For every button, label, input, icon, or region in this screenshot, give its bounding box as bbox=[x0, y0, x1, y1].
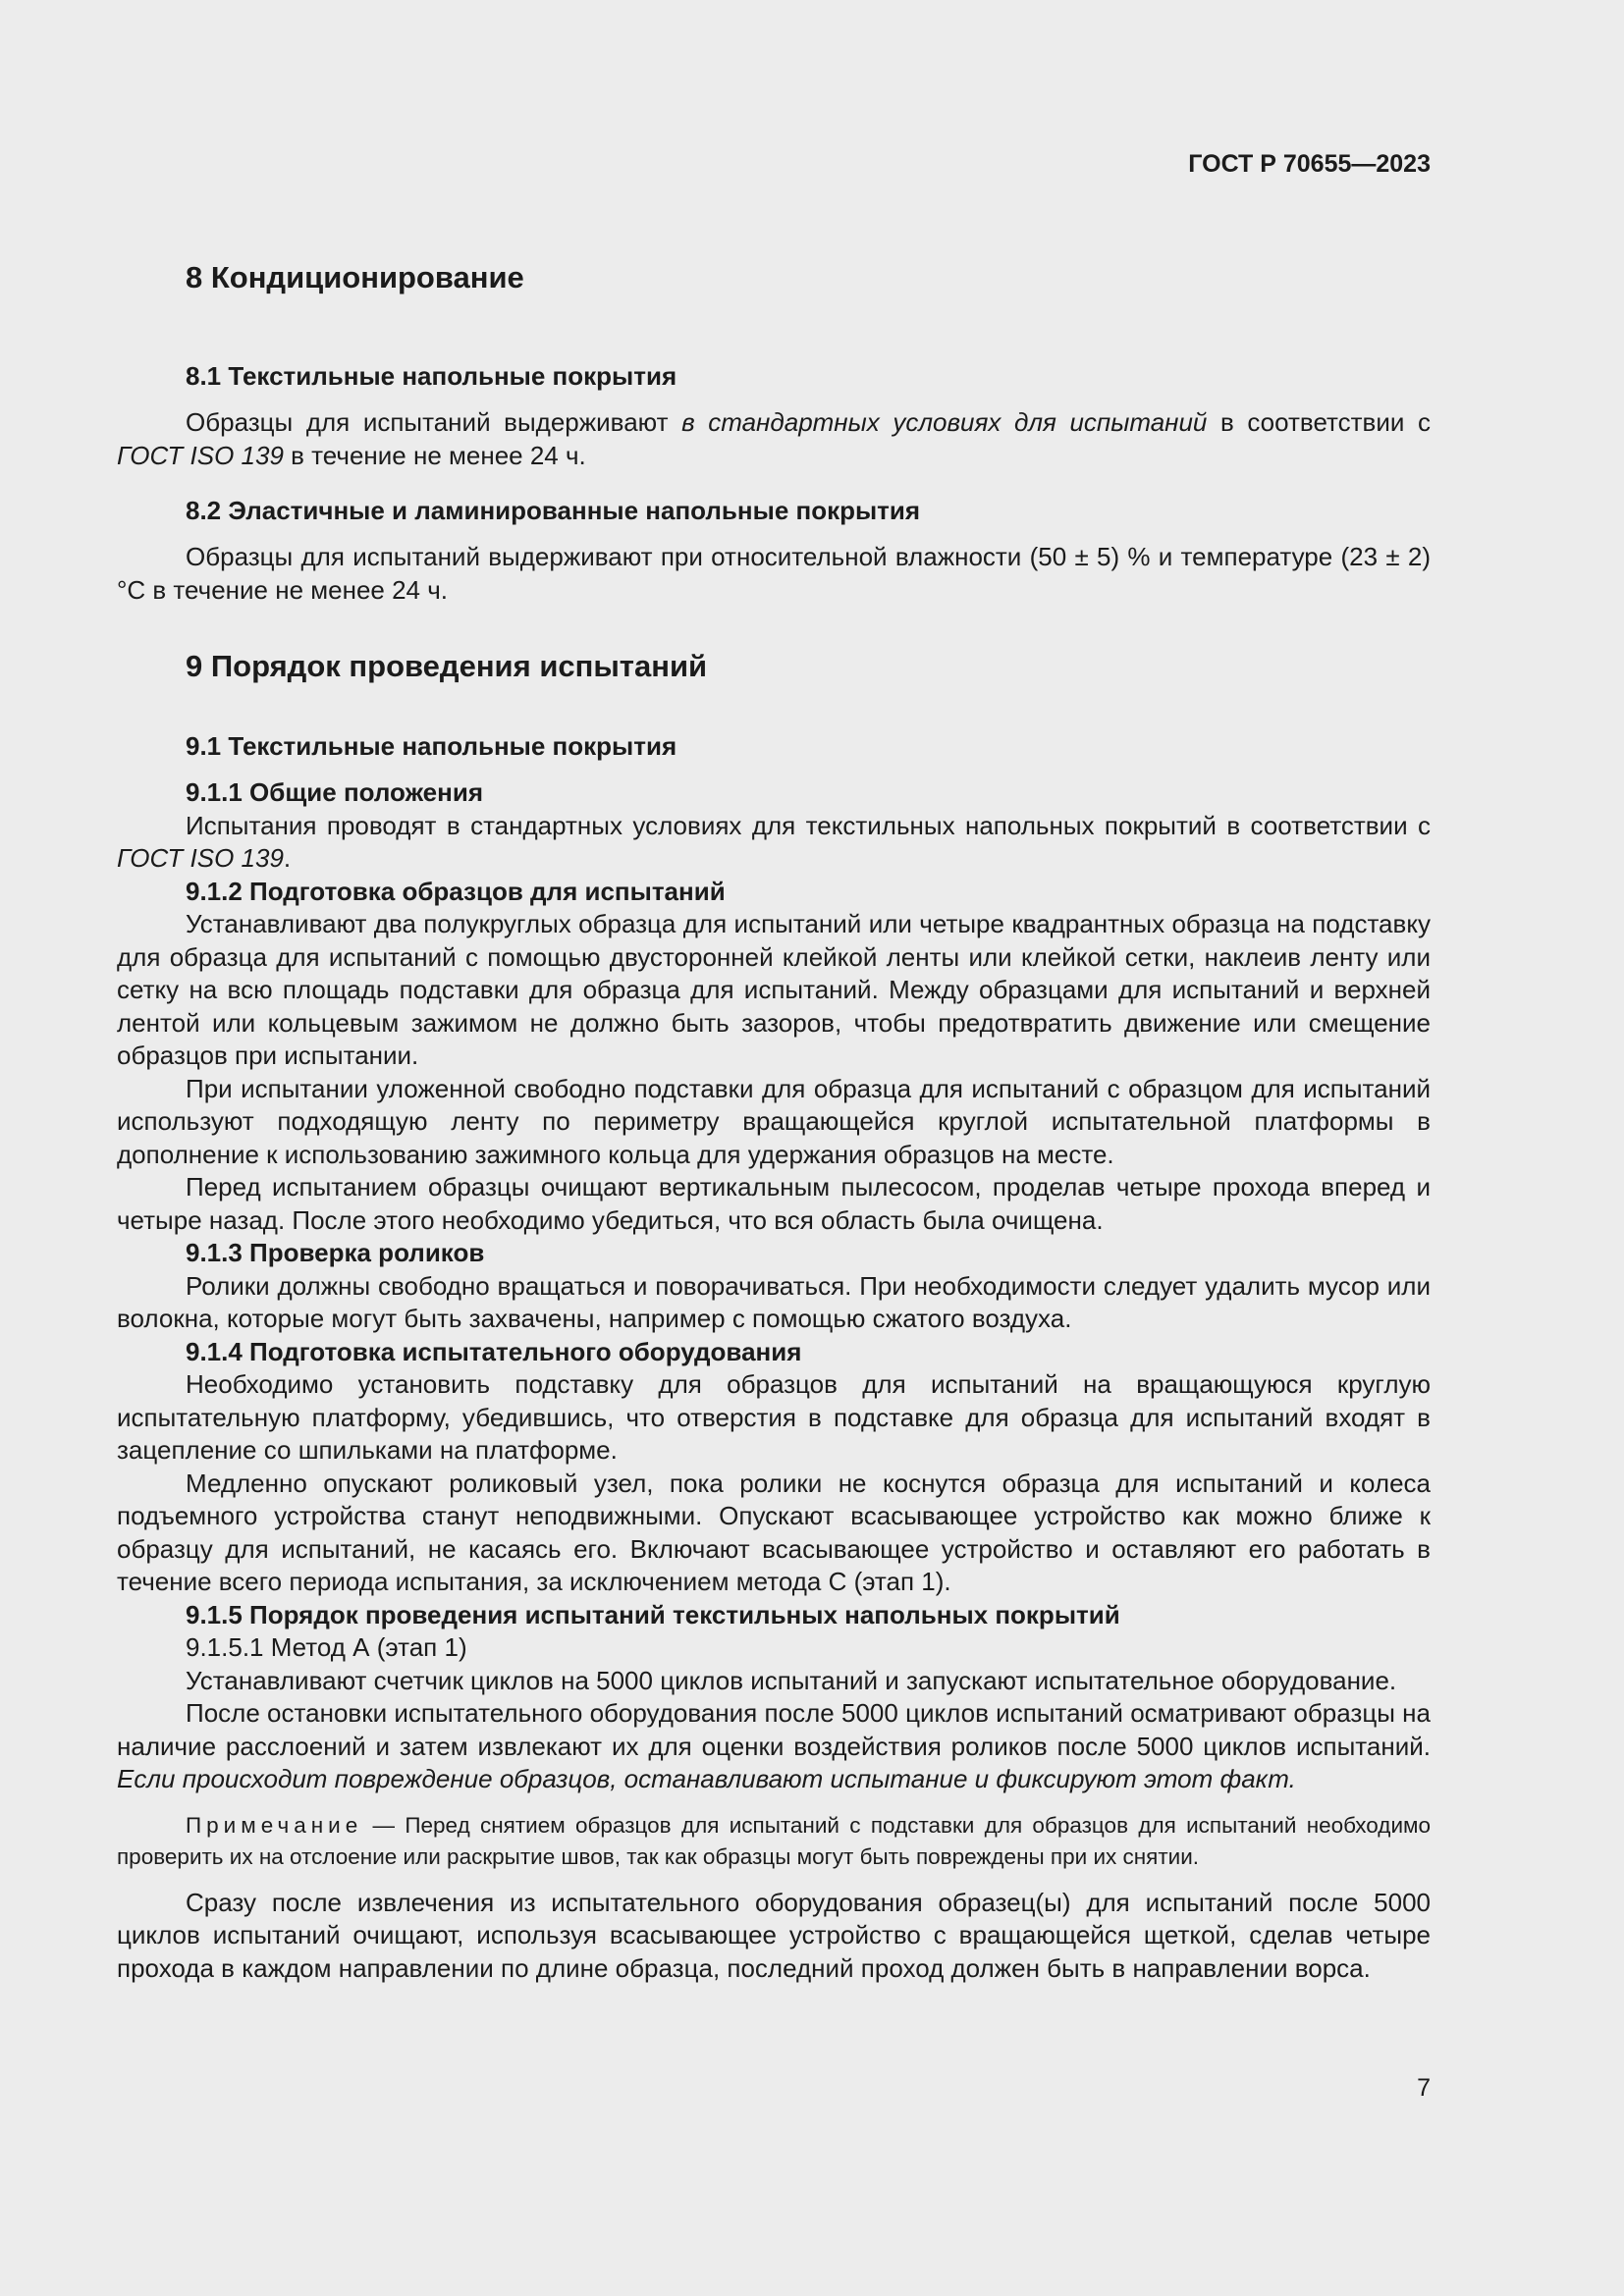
section-9-1-5-1-heading: 9.1.5.1 Метод А (этап 1) bbox=[186, 1632, 467, 1662]
section-9-1-4-paragraph-2: Медленно опускают роликовый узел, пока ролики не коснутся образца для испытаний и колеса подъемного устройства станут неподвижными. Опускают всасывающее устройство как можно ближе к образцу для испытаний, не касаясь его. Включают всасывающее устройство и оставляют его работать в течение всего периода испытания, за исключением метода C (этап 1). bbox=[117, 1468, 1431, 1596]
section-8-2-paragraph: Образцы для испытаний выдерживают при относительной влажности (50 ± 5) % и температуре (23 ± 2) °C в течение не менее 24 ч. bbox=[117, 542, 1431, 605]
section-9-1-2-paragraph-2: При испытании уложенной свободно подставки для образца для испытаний с образцом для испытаний используют подходящую ленту по периметру вращающейся круглой испытательной платформы в дополнение к использованию зажимного кольца для удержания образцов на месте. bbox=[117, 1073, 1431, 1169]
section-9-heading: 9 Порядок проведения испытаний bbox=[186, 649, 708, 683]
section-9-1-5-paragraph-2: После остановки испытательного оборудования после 5000 циклов испытаний осматривают образцы на наличие расслоений и затем извлекают их для оценки воздействия роликов после 5000 циклов испытаний. Если происходит повреждение образцов, останавливают испытание и фиксируют этот факт. bbox=[117, 1698, 1431, 1793]
section-9-1-5-heading: 9.1.5 Порядок проведения испытаний текстильных напольных покрытий bbox=[186, 1599, 1120, 1629]
note bbox=[117, 1810, 1431, 1873]
section-9-1-2-paragraph-3: Перед испытанием образцы очищают вертикальным пылесосом, проделав четыре прохода вперед и четыре назад. После этого необходимо убедиться, что вся область была очищена. bbox=[117, 1172, 1431, 1235]
note-label: Примечание bbox=[186, 1812, 363, 1838]
section-9-1-5-paragraph-3: Сразу после извлечения из испытательного оборудования образец(ы) для испытаний после 5000 циклов испытаний очищают, используя всасывающее устройство с вращающейся щеткой, сделав четыре прохода в каждом направлении по длине образца, последний проход должен быть в направлении ворса. bbox=[117, 1887, 1431, 1983]
section-9-1-2-paragraph-1: Устанавливают два полукруглых образца для испытаний или четыре квадрантных образца на подставку для образца для испытаний с помощью двусторонней клейкой ленты или клейкой сетки, наклеив ленту или сетку на всю площадь подставки для образца для испытаний. Между образцами для испытаний и верхней лентой или кольцевым зажимом не должно быть зазоров, чтобы предотвратить движение или смещение образцов при испытании. bbox=[117, 909, 1431, 1070]
section-9-1-1-heading: 9.1.1 Общие положения bbox=[186, 777, 483, 807]
document-code: ГОСТ Р 70655—2023 bbox=[1188, 150, 1431, 178]
section-8-heading: 8 Кондиционирование bbox=[186, 260, 524, 294]
section-9-1-heading: 9.1 Текстильные напольные покрытия bbox=[186, 731, 677, 761]
section-9-1-4-paragraph-1: Необходимо установить подставку для образцов для испытаний на вращающуюся круглую испытательную платформу, убедившись, что отверстия в подставке для образца для испытаний входят в зацепление со шпильками на платформе. bbox=[117, 1369, 1431, 1465]
section-8-2-heading: 8.2 Эластичные и ламинированные напольные покрытия bbox=[186, 496, 921, 525]
section-9-1-4-heading: 9.1.4 Подготовка испытательного оборудования bbox=[186, 1336, 802, 1366]
section-8-1-heading: 8.1 Текстильные напольные покрытия bbox=[186, 361, 677, 391]
section-8-1-paragraph: Образцы для испытаний выдерживают в стандартных условиях для испытаний в соответствии с ГОСТ ISO 139 в течение не менее 24 ч. bbox=[117, 407, 1431, 470]
section-9-1-3-paragraph: Ролики должны свободно вращаться и поворачиваться. При необходимости следует удалить мусор или волокна, которые могут быть захвачены, например с помощью сжатого воздуха. bbox=[117, 1270, 1431, 1333]
note-text: — Перед снятием образцов для испытаний с подставки для образцов для испытаний необходимо проверить их на отслоение или раскрытие швов, так как образцы могут быть повреждены при их снятии. bbox=[117, 1812, 1431, 1869]
page-number: 7 bbox=[1417, 2074, 1431, 2102]
section-9-1-2-heading: 9.1.2 Подготовка образцов для испытаний bbox=[186, 876, 726, 906]
section-9-1-3-heading: 9.1.3 Проверка роликов bbox=[186, 1238, 485, 1267]
section-9-1-5-paragraph-1: Устанавливают счетчик циклов на 5000 циклов испытаний и запускают испытательное оборудование. bbox=[186, 1665, 1397, 1695]
section-9-1-1-paragraph: Испытания проводят в стандартных условиях для текстильных напольных покрытий в соответствии с ГОСТ ISO 139. bbox=[117, 810, 1431, 873]
